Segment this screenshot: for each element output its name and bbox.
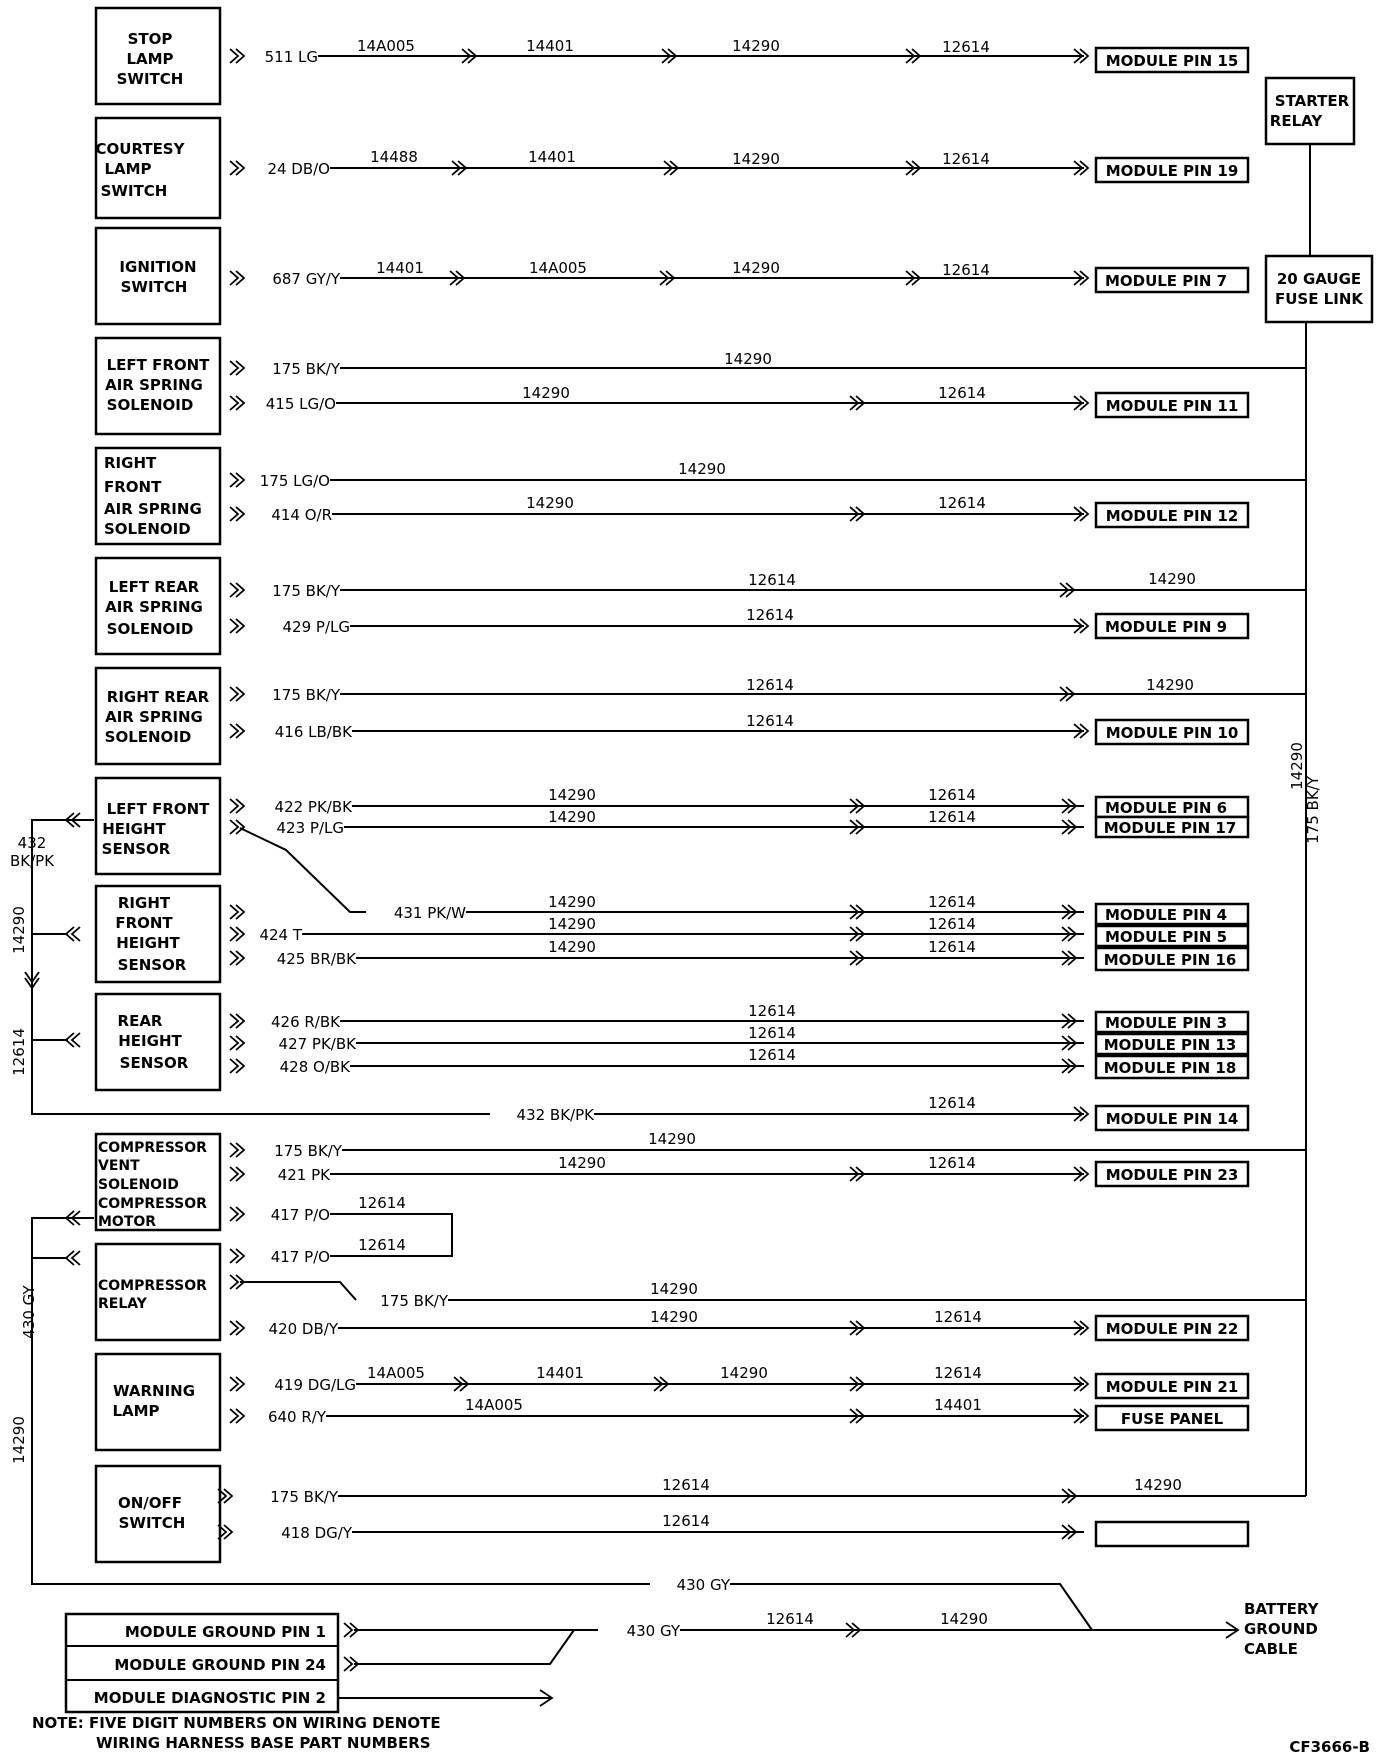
svg-text:LEFT FRONT: LEFT FRONT	[106, 800, 210, 818]
svg-text:SWITCH: SWITCH	[116, 70, 184, 88]
svg-text:12614: 12614	[662, 1512, 710, 1530]
svg-text:14401: 14401	[934, 1396, 982, 1414]
on-off-switch-box	[96, 1466, 220, 1562]
svg-text:14401: 14401	[376, 259, 424, 277]
svg-text:RELAY: RELAY	[1269, 112, 1323, 130]
connector-chevron	[230, 820, 244, 834]
svg-text:12614: 12614	[746, 676, 794, 694]
svg-text:14A005: 14A005	[367, 1364, 425, 1382]
svg-text:12614: 12614	[928, 1154, 976, 1172]
svg-text:MODULE PIN 22: MODULE PIN 22	[1105, 1320, 1239, 1338]
svg-text:417 P/O: 417 P/O	[270, 1206, 330, 1224]
svg-text:12614: 12614	[938, 494, 986, 512]
svg-text:12614: 12614	[10, 1028, 28, 1076]
svg-text:421 PK: 421 PK	[277, 1166, 330, 1184]
svg-text:RIGHT REAR: RIGHT REAR	[106, 688, 210, 706]
connector-chevron	[230, 1059, 244, 1073]
svg-text:432 BK/PK: 432 BK/PK	[516, 1106, 594, 1124]
connector-chevron	[66, 1033, 80, 1047]
connector-chevron	[230, 1207, 244, 1221]
svg-text:14290: 14290	[1148, 570, 1196, 588]
svg-text:12614: 12614	[662, 1476, 710, 1494]
connector-chevron	[230, 271, 244, 285]
module-pin-21	[1096, 1374, 1248, 1398]
compressor-relay-box	[96, 1244, 220, 1340]
svg-text:MODULE PIN 7: MODULE PIN 7	[1104, 272, 1228, 290]
stop-lamp-switch-box	[96, 8, 220, 104]
svg-text:12614: 12614	[942, 150, 990, 168]
svg-text:SENSOR: SENSOR	[117, 956, 187, 974]
svg-text:12614: 12614	[934, 1364, 982, 1382]
connector-chevron	[230, 361, 244, 375]
svg-text:14290: 14290	[1288, 742, 1306, 790]
svg-text:175 BK/Y: 175 BK/Y	[1304, 776, 1322, 844]
module-pin-16	[1096, 948, 1248, 970]
module-pin-23	[1096, 1162, 1248, 1186]
svg-text:LAMP: LAMP	[104, 160, 152, 178]
svg-text:WARNING: WARNING	[112, 1382, 196, 1400]
connector-chevron	[230, 951, 244, 965]
courtesy-lamp-switch-box	[96, 118, 220, 218]
svg-text:SWITCH: SWITCH	[120, 278, 188, 296]
svg-text:12614: 12614	[928, 1094, 976, 1112]
svg-text:14290: 14290	[548, 938, 596, 956]
connector-chevron	[230, 1409, 244, 1423]
svg-text:REAR: REAR	[117, 1012, 163, 1030]
svg-text:SENSOR: SENSOR	[119, 1054, 189, 1072]
svg-text:687 GY/Y: 687 GY/Y	[272, 270, 340, 288]
svg-text:SOLENOID: SOLENOID	[106, 620, 194, 638]
svg-text:HEIGHT: HEIGHT	[118, 1032, 182, 1050]
connector-chevron	[230, 619, 244, 633]
svg-text:430 GY: 430 GY	[626, 1622, 680, 1640]
svg-text:422 PK/BK: 422 PK/BK	[274, 798, 352, 816]
module-pin-22	[1096, 1316, 1248, 1340]
svg-text:14290: 14290	[548, 915, 596, 933]
svg-text:14290: 14290	[10, 1416, 28, 1464]
svg-text:MODULE PIN 19: MODULE PIN 19	[1105, 162, 1239, 180]
right-rear-air-spring-solenoid-box	[96, 668, 220, 764]
svg-text:12614: 12614	[928, 808, 976, 826]
svg-text:BATTERY: BATTERY	[1244, 1600, 1319, 1618]
svg-text:AIR SPRING: AIR SPRING	[105, 598, 203, 616]
connector-chevron	[230, 1036, 244, 1050]
svg-text:14290: 14290	[732, 259, 780, 277]
module-pin-3	[1096, 1012, 1248, 1032]
svg-text:175 BK/Y: 175 BK/Y	[270, 1488, 338, 1506]
svg-text:14488: 14488	[370, 148, 418, 166]
svg-text:423 P/LG: 423 P/LG	[276, 819, 344, 837]
svg-text:MODULE PIN 3: MODULE PIN 3	[1104, 1014, 1228, 1032]
module-pin-boxes	[1096, 48, 1248, 1546]
svg-text:HEIGHT: HEIGHT	[116, 934, 180, 952]
left-front-air-spring-solenoid-box	[96, 338, 220, 434]
svg-text:12614: 12614	[748, 571, 796, 589]
connector-chevron	[230, 583, 244, 597]
connector-chevron	[230, 687, 244, 701]
module-pin-18	[1096, 1056, 1248, 1078]
svg-text:419 DG/LG: 419 DG/LG	[274, 1376, 356, 1394]
connector-chevron	[230, 49, 244, 63]
svg-text:MODULE PIN 14: MODULE PIN 14	[1105, 1110, 1239, 1128]
module-pin-13	[1096, 1034, 1248, 1054]
svg-text:SOLENOID: SOLENOID	[98, 1177, 179, 1193]
svg-text:14290: 14290	[548, 786, 596, 804]
svg-text:12614: 12614	[928, 786, 976, 804]
warning-lamp-box	[96, 1354, 220, 1450]
fuse-link-box	[1266, 256, 1372, 322]
svg-text:12614: 12614	[746, 606, 794, 624]
svg-text:430 GY: 430 GY	[20, 1285, 38, 1339]
svg-text:424 T: 424 T	[259, 926, 302, 944]
svg-text:12614: 12614	[358, 1236, 406, 1254]
svg-text:14290: 14290	[940, 1610, 988, 1628]
svg-text:431 PK/W: 431 PK/W	[393, 904, 466, 922]
svg-text:429 P/LG: 429 P/LG	[282, 618, 350, 636]
svg-text:CABLE: CABLE	[1244, 1640, 1298, 1658]
svg-text:14290: 14290	[724, 350, 772, 368]
svg-text:AIR SPRING: AIR SPRING	[105, 708, 203, 726]
svg-text:AIR SPRING: AIR SPRING	[105, 376, 203, 394]
svg-text:FUSE LINK: FUSE LINK	[1274, 290, 1364, 308]
svg-text:RIGHT: RIGHT	[104, 454, 157, 472]
connector-chevron	[230, 1143, 244, 1157]
svg-text:12614: 12614	[938, 384, 986, 402]
svg-text:COMPRESSOR: COMPRESSOR	[98, 1196, 207, 1212]
svg-text:ON/OFF: ON/OFF	[117, 1494, 183, 1512]
svg-text:SWITCH: SWITCH	[100, 182, 168, 200]
svg-text:MODULE PIN 10: MODULE PIN 10	[1105, 724, 1239, 742]
svg-text:12614: 12614	[928, 938, 976, 956]
module-pin-5	[1096, 926, 1248, 946]
svg-text:418 DG/Y: 418 DG/Y	[281, 1524, 352, 1542]
svg-text:14A005: 14A005	[357, 37, 415, 55]
connector-chevron	[66, 1251, 80, 1265]
svg-text:LEFT FRONT: LEFT FRONT	[106, 356, 210, 374]
svg-text:12614: 12614	[746, 712, 794, 730]
svg-text:14290: 14290	[1146, 676, 1194, 694]
svg-text:12614: 12614	[942, 261, 990, 279]
connector-chevron	[230, 396, 244, 410]
svg-text:20 GAUGE: 20 GAUGE	[1276, 270, 1362, 288]
connector-chevron	[230, 1377, 244, 1391]
svg-text:511 LG: 511 LG	[264, 48, 318, 66]
svg-text:12614: 12614	[748, 1002, 796, 1020]
svg-text:MODULE PIN 21: MODULE PIN 21	[1105, 1378, 1239, 1396]
connector-chevron	[230, 507, 244, 521]
module-pin-17	[1096, 817, 1248, 837]
svg-text:640 R/Y: 640 R/Y	[267, 1408, 326, 1426]
svg-text:14290: 14290	[10, 906, 28, 954]
svg-text:14290: 14290	[678, 460, 726, 478]
svg-text:VENT: VENT	[98, 1158, 140, 1174]
module-pin-6	[1096, 797, 1248, 817]
svg-text:HEIGHT: HEIGHT	[102, 820, 166, 838]
module-pin-12	[1096, 503, 1248, 527]
svg-text:14290: 14290	[720, 1364, 768, 1382]
svg-text:LAMP: LAMP	[126, 50, 174, 68]
svg-text:12614: 12614	[748, 1024, 796, 1042]
svg-text:12614: 12614	[748, 1046, 796, 1064]
svg-text:14290: 14290	[732, 37, 780, 55]
svg-text:24 DB/O: 24 DB/O	[267, 160, 330, 178]
svg-text:MOTOR: MOTOR	[98, 1214, 157, 1230]
rear-height-sensor-box	[96, 994, 220, 1090]
connector-chevron	[230, 1321, 244, 1335]
module-pin-4	[1096, 904, 1248, 924]
svg-text:FRONT: FRONT	[115, 914, 173, 932]
svg-text:12614: 12614	[934, 1308, 982, 1326]
connector-chevron	[230, 927, 244, 941]
svg-text:STARTER: STARTER	[1274, 92, 1350, 110]
svg-text:12614: 12614	[928, 893, 976, 911]
svg-text:175 BK/Y: 175 BK/Y	[272, 360, 340, 378]
svg-text:MODULE PIN 9: MODULE PIN 9	[1104, 618, 1228, 636]
svg-text:417 P/O: 417 P/O	[270, 1248, 330, 1266]
svg-text:IGNITION: IGNITION	[119, 258, 197, 276]
svg-text:SOLENOID: SOLENOID	[106, 396, 194, 414]
left-rear-air-spring-solenoid-box	[96, 558, 220, 654]
module-pin-14	[1096, 1106, 1248, 1130]
connector-chevron	[230, 1249, 244, 1263]
svg-text:428 O/BK: 428 O/BK	[279, 1058, 350, 1076]
svg-text:MODULE PIN 5: MODULE PIN 5	[1104, 928, 1228, 946]
module-pin-9	[1096, 614, 1248, 638]
connector-chevron	[66, 927, 80, 941]
svg-text:12614: 12614	[942, 38, 990, 56]
svg-text:415 LG/O: 415 LG/O	[265, 395, 336, 413]
svg-text:LEFT REAR: LEFT REAR	[108, 578, 200, 596]
svg-text:175 BK/Y: 175 BK/Y	[272, 686, 340, 704]
connector-chevron	[230, 905, 244, 919]
svg-text:MODULE PIN 15: MODULE PIN 15	[1105, 52, 1239, 70]
svg-text:MODULE PIN 11: MODULE PIN 11	[1105, 397, 1239, 415]
svg-text:LAMP: LAMP	[112, 1402, 160, 1420]
module-pin-10	[1096, 720, 1248, 744]
module-pin-11	[1096, 393, 1248, 417]
svg-text:14401: 14401	[536, 1364, 584, 1382]
svg-text:MODULE DIAGNOSTIC PIN 2: MODULE DIAGNOSTIC PIN 2	[93, 1689, 326, 1707]
svg-text:MODULE PIN 18: MODULE PIN 18	[1103, 1059, 1237, 1077]
svg-text:414 O/R: 414 O/R	[271, 506, 332, 524]
svg-text:14290: 14290	[648, 1130, 696, 1148]
svg-text:426 R/BK: 426 R/BK	[270, 1013, 340, 1031]
connector-chevron	[230, 1014, 244, 1028]
svg-text:14290: 14290	[522, 384, 570, 402]
svg-text:MODULE GROUND PIN 1: MODULE GROUND PIN 1	[124, 1623, 326, 1641]
svg-text:STOP: STOP	[127, 30, 173, 48]
unlabeled-pin	[1096, 1522, 1248, 1546]
connector-chevron	[230, 799, 244, 813]
svg-text:14290: 14290	[548, 808, 596, 826]
svg-text:NOTE: FIVE DIGIT NUMBERS ON WI: NOTE: FIVE DIGIT NUMBERS ON WIRING DENOTE	[32, 1714, 441, 1732]
svg-text:MODULE PIN 12: MODULE PIN 12	[1105, 507, 1239, 525]
svg-text:RIGHT: RIGHT	[117, 894, 171, 912]
module-pin-15	[1096, 48, 1248, 72]
svg-text:SOLENOID: SOLENOID	[104, 728, 192, 746]
svg-text:14A005: 14A005	[465, 1396, 523, 1414]
svg-text:14401: 14401	[528, 148, 576, 166]
svg-text:14290: 14290	[526, 494, 574, 512]
svg-text:MODULE GROUND PIN 24: MODULE GROUND PIN 24	[114, 1656, 326, 1674]
svg-text:MODULE PIN 6: MODULE PIN 6	[1104, 799, 1228, 817]
svg-text:12614: 12614	[358, 1194, 406, 1212]
svg-text:175 BK/Y: 175 BK/Y	[272, 582, 340, 600]
svg-text:425 BR/BK: 425 BR/BK	[276, 950, 356, 968]
starter-relay-box	[1266, 78, 1354, 144]
svg-text:AIR SPRING: AIR SPRING	[104, 500, 202, 518]
svg-text:14290: 14290	[558, 1154, 606, 1172]
svg-text:416 LB/BK: 416 LB/BK	[274, 723, 352, 741]
svg-text:COURTESY: COURTESY	[95, 140, 185, 158]
connector-chevron	[230, 473, 244, 487]
svg-text:12614: 12614	[928, 915, 976, 933]
ignition-switch-box	[96, 228, 220, 324]
svg-text:MODULE PIN 16: MODULE PIN 16	[1103, 951, 1237, 969]
svg-text:175 BK/Y: 175 BK/Y	[274, 1142, 342, 1160]
svg-text:14290: 14290	[732, 150, 780, 168]
svg-text:FUSE PANEL: FUSE PANEL	[1120, 1410, 1224, 1428]
battery-ground-cable-label	[1244, 1600, 1320, 1658]
compressor-vent-solenoid-box	[96, 1134, 220, 1230]
svg-text:BK/PK: BK/PK	[9, 852, 55, 870]
svg-text:MODULE PIN 17: MODULE PIN 17	[1103, 819, 1237, 837]
svg-text:CF3666-B: CF3666-B	[1289, 1738, 1370, 1756]
connector-chevron	[230, 161, 244, 175]
module-ground-connector-box	[66, 1614, 338, 1712]
footnote	[32, 1714, 1370, 1756]
module-pin-19	[1096, 158, 1248, 182]
svg-text:14A005: 14A005	[529, 259, 587, 277]
svg-text:12614: 12614	[766, 1610, 814, 1628]
svg-text:14290: 14290	[650, 1308, 698, 1326]
svg-text:MODULE PIN 23: MODULE PIN 23	[1105, 1166, 1239, 1184]
left-front-height-sensor-box	[96, 778, 220, 874]
svg-text:FRONT: FRONT	[104, 478, 162, 496]
svg-text:COMPRESSOR: COMPRESSOR	[98, 1278, 207, 1294]
connector-chevron	[230, 724, 244, 738]
svg-text:MODULE PIN 4: MODULE PIN 4	[1104, 906, 1228, 924]
svg-text:14290: 14290	[548, 893, 596, 911]
wires	[32, 56, 1310, 1698]
svg-text:14401: 14401	[526, 37, 574, 55]
svg-text:175 LG/O: 175 LG/O	[259, 472, 330, 490]
svg-text:430 GY: 430 GY	[676, 1576, 730, 1594]
right-front-air-spring-solenoid-box	[96, 448, 220, 544]
module-pin-7	[1096, 268, 1248, 292]
svg-text:432: 432	[17, 834, 47, 852]
fuse-panel	[1096, 1406, 1248, 1430]
svg-text:MODULE PIN 13: MODULE PIN 13	[1103, 1036, 1237, 1054]
svg-text:COMPRESSOR: COMPRESSOR	[98, 1140, 207, 1156]
connector-chevron	[230, 1167, 244, 1181]
svg-text:14290: 14290	[1134, 1476, 1182, 1494]
svg-text:SENSOR: SENSOR	[101, 840, 171, 858]
svg-text:RELAY: RELAY	[98, 1296, 147, 1312]
svg-text:WIRING HARNESS BASE PART NUMBE: WIRING HARNESS BASE PART NUMBERS	[96, 1734, 431, 1752]
svg-text:420 DB/Y: 420 DB/Y	[268, 1320, 338, 1338]
svg-text:14290: 14290	[650, 1280, 698, 1298]
svg-text:GROUND: GROUND	[1244, 1620, 1318, 1638]
svg-text:SOLENOID: SOLENOID	[104, 520, 191, 538]
svg-text:427 PK/BK: 427 PK/BK	[278, 1035, 356, 1053]
svg-text:175 BK/Y: 175 BK/Y	[380, 1292, 448, 1310]
right-front-height-sensor-box	[96, 886, 220, 982]
svg-text:SWITCH: SWITCH	[118, 1514, 186, 1532]
